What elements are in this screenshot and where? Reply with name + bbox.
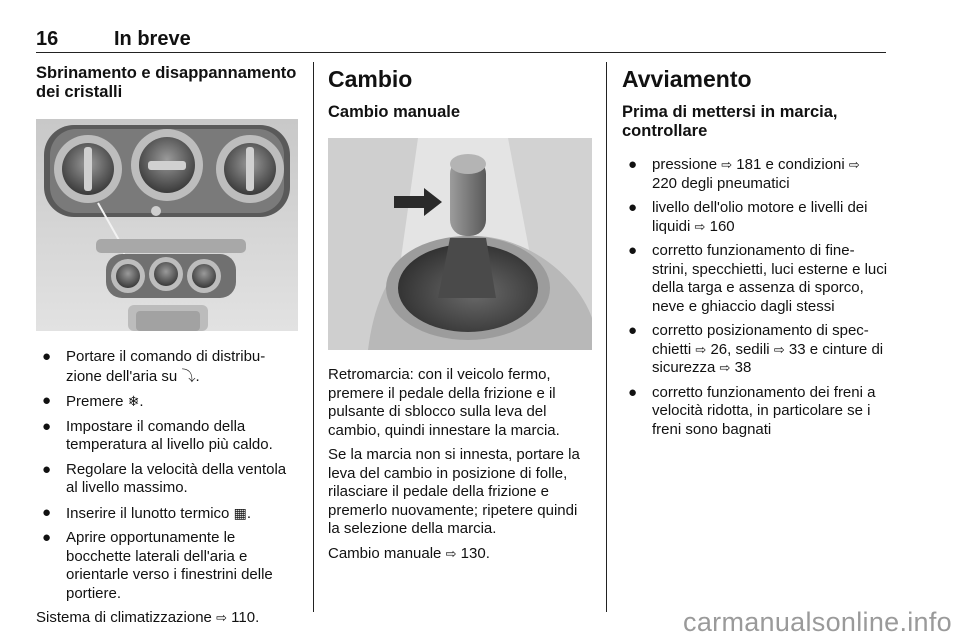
check-brakes: ● corretto funzionamento dei freni a velocità ridotta, in particolare se i freni sono bagnati xyxy=(628,383,876,438)
bullet-dot: ● xyxy=(42,348,52,365)
gear-not-engaging-text: Se la marcia non si innesta, portare la leva del cambio in posizione di folle, rilasciare il pedale della frizione e premerlo nuovamente; ripetere quindi la selezione della marcia. xyxy=(328,446,580,537)
header-divider xyxy=(36,52,886,53)
check-fluids: ● livello dell'olio motore e livelli dei liquidi ⇨ 160 xyxy=(628,199,868,235)
gear-lever-drawing xyxy=(328,138,592,350)
column-gearbox xyxy=(328,64,592,569)
reverse-gear-text: Retromarcia: con il veicolo fermo, premere il pedale della frizione e il pulsante di sblocco sulla leva del cambio, quindi innestare la marcia. xyxy=(328,366,560,439)
page-ref-arrow-icon: ⇨ xyxy=(719,360,731,375)
page-ref-arrow-icon: ⇨ xyxy=(445,545,457,561)
gearbox-heading: Cambio xyxy=(328,66,413,92)
section-title: In breve xyxy=(114,28,191,50)
column-divider-2 xyxy=(606,62,607,612)
climate-controls-illustration xyxy=(36,119,298,331)
bullet-dot: ● xyxy=(628,156,638,173)
page-ref-arrow-icon: ⇨ xyxy=(773,341,785,357)
climate-reference: Sistema di climatizzazione ⇨ 110. xyxy=(36,609,260,626)
page-ref-arrow-icon: ⇨ xyxy=(848,157,860,172)
climate-controls-drawing xyxy=(36,119,298,331)
page-header xyxy=(36,28,886,52)
defrost-step-2: ● Premere ❄. xyxy=(42,392,144,410)
windscreen-airflow-icon: ⤵ xyxy=(181,367,196,384)
before-driving-subheading: Prima di mettersi in marcia, controllare xyxy=(622,103,838,140)
page-ref-arrow-icon: ⇨ xyxy=(695,341,707,357)
defrost-step-5: ● Inserire il lunotto termico ▦. xyxy=(42,503,251,522)
column-starting xyxy=(622,64,888,445)
bullet-dot: ● xyxy=(42,529,52,546)
gearbox-reference: Cambio manuale ⇨ 130. xyxy=(328,544,490,562)
bullet-dot: ● xyxy=(42,503,52,521)
manual-gearbox-subheading: Cambio manuale xyxy=(328,103,461,121)
bullet-dot: ● xyxy=(42,392,52,409)
defrost-heading: Sbrinamento e disappannamento dei cristalli xyxy=(36,64,297,101)
bullet-dot: ● xyxy=(628,383,638,401)
page-ref-arrow-icon: ⇨ xyxy=(721,157,733,172)
column-defrost xyxy=(36,64,298,634)
gear-lever-illustration xyxy=(328,138,592,350)
pre-drive-checklist xyxy=(622,156,888,439)
page-ref-arrow-icon: ⇨ xyxy=(694,218,706,234)
bullet-dot: ● xyxy=(628,199,638,216)
check-mirrors-seats: ● corretto posizionamento di spec-chietti ⇨ 26, sedili ⇨ 33 e cinture di sicurezza ⇨ 38 xyxy=(628,322,884,376)
starting-heading: Avviamento xyxy=(622,66,752,92)
bullet-dot: ● xyxy=(42,460,52,478)
page-number: 16 xyxy=(36,28,59,50)
defrost-step-6: ● Aprire opportunamente le bocchette laterali dell'aria e orientarle verso i finestrini delle portiere. xyxy=(42,529,273,602)
ac-snowflake-icon: ❄ xyxy=(127,393,140,409)
page-ref-arrow-icon: ⇨ xyxy=(216,610,227,625)
bullet-dot: ● xyxy=(628,322,638,339)
watermark: carmanualsonline.info xyxy=(683,607,952,637)
rear-window-heater-icon: ▦ xyxy=(233,504,247,521)
defrost-step-4: ● Regolare la velocità della ventola al livello massimo. xyxy=(42,460,287,496)
defrost-step-1: ● Portare il comando di distribu-zione dell'aria su ⤵. xyxy=(42,348,266,385)
defrost-step-3: ● Impostare il comando della temperatura al livello più caldo. xyxy=(42,417,273,453)
check-tyres: ● pressione ⇨ 181 e condizioni ⇨ 220 degli pneumatici xyxy=(628,156,860,192)
check-windows-lights: ● corretto funzionamento di fine-strini, specchietti, luci esterne e luci della targa e assenza di sporco, neve e ghiaccio dagli stessi xyxy=(628,242,888,315)
column-divider-1 xyxy=(313,62,314,612)
defrost-steps xyxy=(36,348,298,603)
bullet-dot: ● xyxy=(628,242,638,259)
bullet-dot: ● xyxy=(42,417,52,435)
